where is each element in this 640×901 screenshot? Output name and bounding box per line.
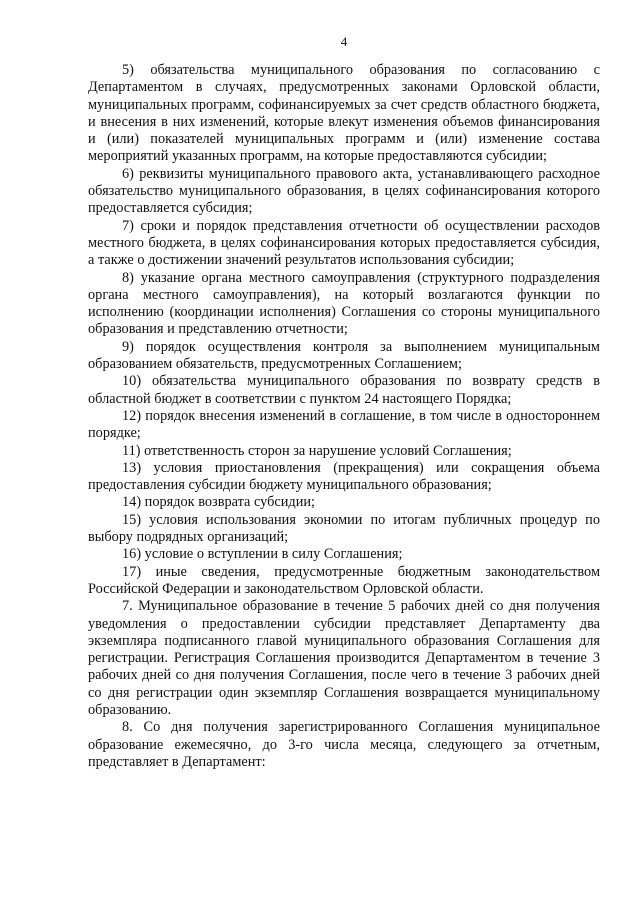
paragraph-item-8: 8) указание органа местного самоуправления (структурного подразделения органа местного самоуправления), на который возлагаются функции по исполнению (координации исполнения) Соглашения со стороны муниципального образования и представлению отчетности;	[88, 269, 600, 338]
paragraph-item-5: 5) обязательства муниципального образования по согласованию с Департаментом в случаях, предусмотренных законами Орловской области, муниципальных программ, софинансируемых за счет средств областного бюджета, и внесения в них изменений, которые влекут изменения объемов финансирования и (или) показателей муниципальных программ и (или) изменение состава мероприятий указанных программ, на которые предоставляются субсидии;	[88, 62, 600, 165]
paragraph-section-8: 8. Со дня получения зарегистрированного Соглашения муниципальное образование ежемесячно, до 3-го числа месяца, следующего за отчетным, представляет в Департамент:	[88, 719, 600, 770]
page-number: 4	[340, 34, 348, 49]
document-body	[88, 62, 600, 771]
paragraph-item-14: 14) порядок возврата субсидии;	[122, 494, 316, 511]
paragraph-item-13: 13) условия приостановления (прекращения) или сокращения объема предоставления субсидии бюджету муниципального образования;	[88, 459, 600, 494]
paragraph-item-12: 12) порядок внесения изменений в соглашение, в том числе в одностороннем порядке;	[88, 407, 600, 442]
paragraph-item-16: 16) условие о вступлении в силу Соглашения;	[122, 546, 403, 563]
paragraph-item-9: 9) порядок осуществления контроля за выполнением муниципальным образованием обязательств, предусмотренных Соглашением;	[88, 338, 600, 373]
paragraph-item-17: 17) иные сведения, предусмотренные бюджетным законодательством Российской Федерации и законодательством Орловской области.	[88, 563, 600, 597]
paragraph-item-11: 11) ответственность сторон за нарушение условий Соглашения;	[122, 442, 512, 459]
paragraph-item-6: 6) реквизиты муниципального правового акта, устанавливающего расходное обязательство муниципального образования, в целях софинансирования которого предоставляется субсидия;	[88, 165, 600, 217]
paragraph-item-10: 10) обязательства муниципального образования по возврату средств в областной бюджет в соответствии с пунктом 24 настоящего Порядка;	[88, 373, 600, 407]
paragraph-item-7: 7) сроки и порядок представления отчетности об осуществлении расходов местного бюджета, в целях софинансирования которых предоставляется субсидия, а также о достижении значений результатов использования субсидии;	[88, 217, 600, 269]
paragraph-item-15: 15) условия использования экономии по итогам публичных процедур по выбору подрядных организаций;	[88, 511, 600, 546]
paragraph-section-7: 7. Муниципальное образование в течение 5 рабочих дней со дня получения уведомления о предоставлении субсидии представляет Департаменту два экземпляра подписанного главой муниципального образования Соглашения для регистрации. Регистрация Соглашения производится Департаментом в течение 3 рабочих дней со дня получения Соглашения, после чего в течение 3 рабочих дней со дня регистрации один экземпляр Соглашения возвращается муниципальному образованию.	[88, 598, 600, 718]
